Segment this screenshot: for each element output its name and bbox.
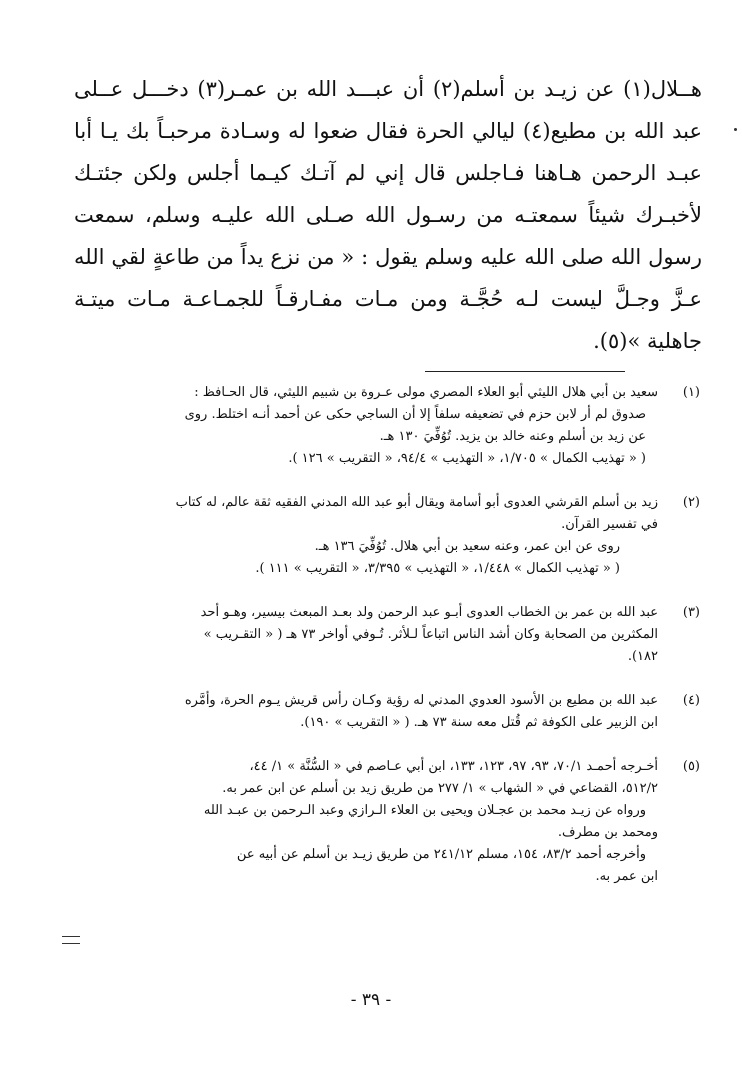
margin-dot <box>734 128 737 131</box>
footnotes <box>60 382 700 888</box>
footnote-line: عبد الله بن عمر بن الخطاب العدوى أبـو عبد الرحمن ولد بعـد المبعث بيسير، وهـو أحد <box>200 605 658 620</box>
footnote-line: صدوق لم أر لابن حزم في تضعيفه سلفاً إلا أن الساجي حكى عن أحمد أنـه اختلط. روى <box>184 407 646 422</box>
footnote-line: المكثرين من الصحابة وكان أشد الناس اتباعاً لـلأثر. تُـوفي أواخر ٧٣ هـ ( « التقـريب » <box>203 627 658 642</box>
footnote-line: ( « تهذيب الكمال » ١/٧٠٥، « التهذيب » ٩٤/٤، « التقريب » ١٢٦ ). <box>288 451 646 466</box>
footnote-line: عن زيد بن أسلم وعنه خالد بن يزيد. تُوُفِّيَ ١٣٠ هـ. <box>379 429 646 444</box>
footnote-2 <box>60 492 700 602</box>
footnote-line: في تفسير القرآن. <box>561 517 658 532</box>
main-text-line: عبـد الرحمن هـاهنا فـاجلس قال إني لم آتـك كيـما أجلس ولكن جئتـك <box>74 161 702 185</box>
main-text-line: رسول الله صلى الله عليه وسلم يقول : « من نزع يداً من طاعةٍ لقي الله <box>74 245 702 269</box>
footnote-line: ابن عمر به. <box>595 869 658 884</box>
footnote-line: ( « تهذيب الكمال » ١/٤٤٨، « التهذيب » ٣/٣٩٥، « التقريب » ١١١ ). <box>255 561 620 576</box>
main-text-line: هــلال(١) عن زيـد بن أسلم(٢) أن عبـــد الله بن عمـر(٣) دخـــل عــلى <box>74 77 703 101</box>
footnote-line: عبد الله بن مطيع بن الأسود العدوي المدني له رؤية وكـان رأس قريش يـوم الحرة، وأمَّره <box>184 693 658 708</box>
footnote-4 <box>60 690 700 756</box>
main-text <box>74 68 702 362</box>
footnote-line: ٥١٢/٢، القضاعي في « الشهاب » ١/ ٢٧٧ من طريق زيد بن أسلم عن ابن عمر به. <box>222 781 658 796</box>
main-text-line: عـزَّ وجـلَّ ليست لـه حُجَّـة ومن مـات مفـارقـاً للجمـاعـة مـات ميتـة <box>74 287 702 311</box>
footnote-line: ورواه عن زيـد محمد بن عجـلان ويحيى بن العلاء الـرازي وعبد الـرحمن بن عبـد الله <box>203 803 646 818</box>
footnote-number: (٤) <box>682 693 700 708</box>
footnote-5 <box>60 756 700 888</box>
footnote-number: (١) <box>682 385 700 400</box>
footnote-line: سعيد بن أبي هلال الليثي أبو العلاء المصري مولى عـروة بن شبيم الليثي، قال الحـافظ : <box>194 385 658 400</box>
footnote-divider <box>425 371 625 372</box>
footnote-line: أخـرجه أحمـد ٧٠/١، ٩٣، ٩٧، ١٢٣، ١٣٣، ابن أبي عـاصم في « السُّنَّة » ١/ ٤٤، <box>249 759 658 774</box>
footnote-1 <box>60 382 700 492</box>
footnote-line: ابن الزبير على الكوفة ثم قُتل معه سنة ٧٣ هـ. ( « التقريب » ١٩٠). <box>300 715 658 730</box>
main-text-line: عبد الله بن مطيع(٤) ليالي الحرة فقال ضعوا له وسـادة مرحبـاً بك يـا أبا <box>74 119 703 143</box>
margin-mark <box>62 936 80 944</box>
footnote-line: وأخرجه أحمد ٨٣/٢، ١٥٤، مسلم ٢٤١/١٢ من طريق زيـد بن أسلم عن أبيه عن <box>236 847 646 862</box>
footnote-line: ١٨٢). <box>627 649 658 664</box>
footnote-line: ومحمد بن مطرف. <box>557 825 658 840</box>
footnote-3 <box>60 602 700 690</box>
page-number: - ٣٩ - <box>350 990 392 1010</box>
footnote-number: (٥) <box>682 759 700 774</box>
footnote-line: زيد بن أسلم القرشي العدوى أبو أسامة ويقال أبو عبد الله المدني الفقيه ثقة عالم، له كتاب <box>175 495 658 510</box>
footnote-number: (٢) <box>682 495 700 510</box>
main-text-line: لأخبـرك شيئاً سمعتـه من رسـول الله صـلى الله عليـه وسلم، سمعت <box>74 203 702 227</box>
footnote-number: (٣) <box>682 605 700 620</box>
main-text-line: جاهلية »(٥). <box>593 329 702 353</box>
footnote-line: روى عن ابن عمر، وعنه سعيد بن أبي هلال. تُوُفِّيَ ١٣٦ هـ. <box>314 539 620 554</box>
